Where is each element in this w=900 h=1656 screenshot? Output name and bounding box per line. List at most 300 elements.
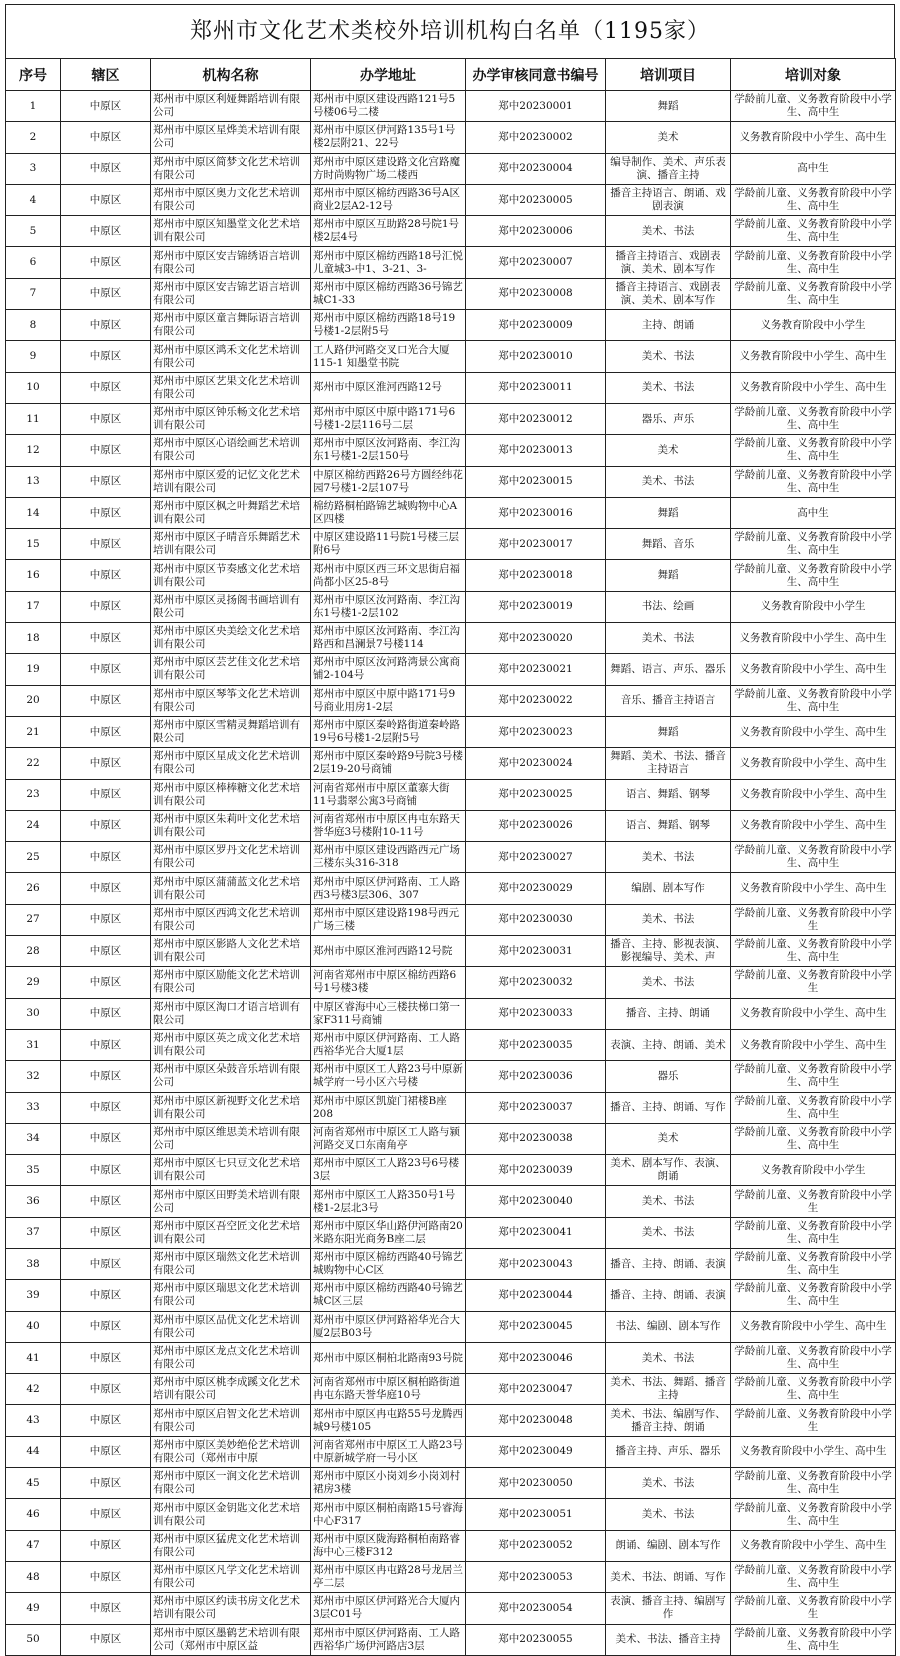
cell-approval-number: 郑中20230008 (466, 278, 606, 309)
cell-training-targets: 学龄前儿童、义务教育阶段中小学生、高中生 (731, 1561, 896, 1592)
cell-index: 40 (6, 1311, 61, 1342)
table-row (6, 654, 896, 685)
cell-org-name: 郑州市中原区田野美术培训有限公司 (151, 1186, 311, 1217)
table-row (6, 1061, 896, 1092)
table-row (6, 716, 896, 747)
cell-approval-number: 郑中20230047 (466, 1374, 606, 1405)
table-row (6, 560, 896, 591)
cell-training-targets: 义务教育阶段中小学生、高中生 (731, 748, 896, 779)
cell-org-name: 郑州市中原区利娅舞蹈培训有限公司 (151, 91, 311, 122)
table-row (6, 216, 896, 247)
cell-training-items: 美术 (606, 1123, 731, 1154)
cell-address: 郑州市中原区建设路198号西元广场三楼 (311, 904, 466, 935)
cell-district: 中原区 (61, 842, 151, 873)
table-row (6, 529, 896, 560)
cell-index: 48 (6, 1561, 61, 1592)
cell-approval-number: 郑中20230030 (466, 904, 606, 935)
cell-training-targets: 学龄前儿童、义务教育阶段中小学生、高中生 (731, 91, 896, 122)
table-row (6, 1248, 896, 1279)
cell-approval-number: 郑中20230006 (466, 216, 606, 247)
cell-index: 42 (6, 1374, 61, 1405)
cell-training-targets: 学龄前儿童、义务教育阶段中小学生 (731, 904, 896, 935)
cell-index: 45 (6, 1468, 61, 1499)
cell-org-name: 郑州市中原区安吉锦艺语言培训有限公司 (151, 278, 311, 309)
table-row (6, 403, 896, 434)
cell-address: 郑州市中原区冉屯路28号龙居兰亭二层 (311, 1561, 466, 1592)
cell-training-items: 播音、主持、朗诵、表演 (606, 1280, 731, 1311)
cell-district: 中原区 (61, 810, 151, 841)
cell-address: 河南省郑州市中原区工人路与颍河路交叉口东南角亭 (311, 1123, 466, 1154)
cell-district: 中原区 (61, 1593, 151, 1624)
cell-training-targets: 学龄前儿童、义务教育阶段中小学生、高中生 (731, 936, 896, 967)
cell-address: 郑州市中原区棉纺西路36号A区商业2层A2-12号 (311, 184, 466, 215)
table-row (6, 810, 896, 841)
cell-address: 郑州市中原区华山路伊河路南20米路东阳光商务B座二层 (311, 1217, 466, 1248)
cell-approval-number: 郑中20230051 (466, 1499, 606, 1530)
cell-approval-number: 郑中20230022 (466, 685, 606, 716)
table-row (6, 1217, 896, 1248)
cell-index: 33 (6, 1092, 61, 1123)
cell-training-items: 语言、舞蹈、钢琴 (606, 810, 731, 841)
table-row (6, 1593, 896, 1624)
header-training-targets: 培训对象 (731, 59, 896, 91)
cell-district: 中原区 (61, 435, 151, 466)
table-row (6, 1436, 896, 1467)
whitelist-table (5, 58, 896, 1656)
cell-address: 中原区建设路11号院1号楼三层附6号 (311, 529, 466, 560)
table-row (6, 1186, 896, 1217)
cell-address: 郑州市中原区棉纺西路40号锦艺城购物中心C区 (311, 1248, 466, 1279)
cell-approval-number: 郑中20230025 (466, 779, 606, 810)
cell-training-targets: 义务教育阶段中小学生、高中生 (731, 372, 896, 403)
cell-org-name: 郑州市中原区艺果文化艺术培训有限公司 (151, 372, 311, 403)
cell-index: 47 (6, 1530, 61, 1561)
cell-index: 4 (6, 184, 61, 215)
cell-training-items: 美术、书法、舞蹈、播音主持 (606, 1374, 731, 1405)
cell-address: 郑州市中原区建设西路西元广场三楼东头316-318 (311, 842, 466, 873)
cell-training-items: 美术、书法 (606, 1499, 731, 1530)
cell-training-targets: 学龄前儿童、义务教育阶段中小学生、高中生 (731, 403, 896, 434)
cell-training-items: 美术、书法 (606, 372, 731, 403)
cell-address: 郑州市中原区桐柏南路15号睿海中心F317 (311, 1499, 466, 1530)
cell-approval-number: 郑中20230017 (466, 529, 606, 560)
cell-district: 中原区 (61, 623, 151, 654)
cell-training-items: 美术、书法、编剧写作、播音主持、朗诵 (606, 1405, 731, 1436)
cell-address: 郑州市中原区建设路文化宫路魔方时尚购物广场二楼西 (311, 153, 466, 184)
cell-index: 8 (6, 310, 61, 341)
cell-training-items: 舞蹈 (606, 497, 731, 528)
cell-address: 郑州市中原区汝河路南、李江沟路西和昌澜景7号楼114 (311, 623, 466, 654)
table-row (6, 184, 896, 215)
cell-approval-number: 郑中20230023 (466, 716, 606, 747)
cell-address: 郑州市中原区棉纺西路18号19号楼1-2层附5号 (311, 310, 466, 341)
cell-index: 26 (6, 873, 61, 904)
cell-approval-number: 郑中20230055 (466, 1624, 606, 1655)
table-row (6, 341, 896, 372)
cell-address: 河南省郑州市中原区董寨大街 11号翡翠公寓3号商铺 (311, 779, 466, 810)
cell-approval-number: 郑中20230010 (466, 341, 606, 372)
cell-index: 41 (6, 1342, 61, 1373)
cell-approval-number: 郑中20230026 (466, 810, 606, 841)
table-row (6, 1499, 896, 1530)
cell-training-targets: 学龄前儿童、义务教育阶段中小学生、高中生 (731, 1342, 896, 1373)
cell-index: 10 (6, 372, 61, 403)
cell-org-name: 郑州市中原区鸿禾文化艺术培训有限公司 (151, 341, 311, 372)
cell-index: 1 (6, 91, 61, 122)
cell-org-name: 郑州市中原区美妙绝伦艺术培训有限公司（郑州市中原 (151, 1436, 311, 1467)
table-row (6, 967, 896, 998)
cell-org-name: 郑州市中原区瑞然文化艺术培训有限公司 (151, 1248, 311, 1279)
cell-training-items: 播音、主持、朗诵 (606, 998, 731, 1029)
cell-training-items: 美术、书法 (606, 341, 731, 372)
cell-approval-number: 郑中20230005 (466, 184, 606, 215)
cell-address: 郑州市中原区伊河路南、工人路西3号楼3层306、307 (311, 873, 466, 904)
cell-address: 郑州市中原区伊河路135号1号楼2层附21、22号 (311, 122, 466, 153)
cell-training-items: 舞蹈 (606, 91, 731, 122)
header-training-items: 培训项目 (606, 59, 731, 91)
cell-address: 郑州市中原区棉纺西路40号锦艺城C区三层 (311, 1280, 466, 1311)
cell-approval-number: 郑中20230049 (466, 1436, 606, 1467)
cell-address: 郑州市中原区互助路28号院1号楼2层4号 (311, 216, 466, 247)
cell-training-targets: 学龄前儿童、义务教育阶段中小学生、高中生 (731, 1499, 896, 1530)
cell-training-targets: 学龄前儿童、义务教育阶段中小学生、高中生 (731, 278, 896, 309)
cell-approval-number: 郑中20230032 (466, 967, 606, 998)
cell-org-name: 郑州市中原区钟乐畅文化艺术培训有限公司 (151, 403, 311, 434)
cell-training-items: 编导制作、美术、声乐表演、播音主持 (606, 153, 731, 184)
cell-address: 郑州市中原区伊河路裕华光合大厦2层B03号 (311, 1311, 466, 1342)
cell-training-targets: 义务教育阶段中小学生 (731, 310, 896, 341)
cell-training-items: 美术、书法 (606, 1217, 731, 1248)
cell-training-targets: 学龄前儿童、义务教育阶段中小学生、高中生 (731, 466, 896, 497)
cell-index: 35 (6, 1155, 61, 1186)
cell-training-targets: 学龄前儿童、义务教育阶段中小学生 (731, 1405, 896, 1436)
cell-approval-number: 郑中20230031 (466, 936, 606, 967)
cell-training-items: 书法、绘画 (606, 591, 731, 622)
cell-index: 30 (6, 998, 61, 1029)
cell-address: 工人路伊河路交叉口光合大厦115-1 知墨堂书院 (311, 341, 466, 372)
cell-org-name: 郑州市中原区猛虎文化艺术培训有限公司 (151, 1530, 311, 1561)
cell-training-items: 书法、编剧、剧本写作 (606, 1311, 731, 1342)
cell-training-targets: 学龄前儿童、义务教育阶段中小学生、高中生 (731, 1468, 896, 1499)
cell-district: 中原区 (61, 1624, 151, 1655)
cell-district: 中原区 (61, 1311, 151, 1342)
cell-org-name: 郑州市中原区英之成文化艺术培训有限公司 (151, 1029, 311, 1060)
table-row (6, 936, 896, 967)
cell-address: 中原区睿海中心三楼扶梯口第一家F311号商铺 (311, 998, 466, 1029)
cell-approval-number: 郑中20230012 (466, 403, 606, 434)
table-row (6, 998, 896, 1029)
cell-district: 中原区 (61, 1530, 151, 1561)
cell-index: 3 (6, 153, 61, 184)
cell-training-items: 美术、书法、朗诵、写作 (606, 1561, 731, 1592)
cell-address: 郑州市中原区伊河路光合大厦内3层C01号 (311, 1593, 466, 1624)
table-row (6, 1530, 896, 1561)
cell-district: 中原区 (61, 1468, 151, 1499)
cell-district: 中原区 (61, 873, 151, 904)
cell-training-items: 播音、主持、影视表演、影视编导、美术、声 (606, 936, 731, 967)
cell-training-targets: 义务教育阶段中小学生、高中生 (731, 810, 896, 841)
cell-training-targets: 义务教育阶段中小学生、高中生 (731, 998, 896, 1029)
cell-district: 中原区 (61, 1155, 151, 1186)
cell-index: 7 (6, 278, 61, 309)
cell-address: 郑州市中原区小岗刘乡小岗刘村裙房3楼 (311, 1468, 466, 1499)
cell-training-targets: 义务教育阶段中小学生、高中生 (731, 1311, 896, 1342)
cell-org-name: 郑州市中原区简梦文化艺术培训有限公司 (151, 153, 311, 184)
header-org-name: 机构名称 (151, 59, 311, 91)
cell-district: 中原区 (61, 936, 151, 967)
table-row (6, 904, 896, 935)
cell-district: 中原区 (61, 1029, 151, 1060)
cell-training-items: 舞蹈 (606, 716, 731, 747)
cell-training-targets: 义务教育阶段中小学生、高中生 (731, 779, 896, 810)
cell-training-items: 编剧、剧本写作 (606, 873, 731, 904)
cell-org-name: 郑州市中原区凡学文化艺术培训有限公司 (151, 1561, 311, 1592)
cell-training-targets: 学龄前儿童、义务教育阶段中小学生、高中生 (731, 1280, 896, 1311)
cell-district: 中原区 (61, 560, 151, 591)
table-row (6, 1405, 896, 1436)
cell-address: 郑州市中原区秦岭路9号院3号楼2层19-20号商铺 (311, 748, 466, 779)
cell-training-items: 音乐、播音主持语言 (606, 685, 731, 716)
cell-org-name: 郑州市中原区一润文化艺术培训有限公司 (151, 1468, 311, 1499)
cell-district: 中原区 (61, 278, 151, 309)
cell-district: 中原区 (61, 216, 151, 247)
cell-training-items: 主持、朗诵 (606, 310, 731, 341)
cell-training-items: 美术、书法 (606, 904, 731, 935)
cell-approval-number: 郑中20230024 (466, 748, 606, 779)
cell-org-name: 郑州市中原区淘口才语言培训有限公司 (151, 998, 311, 1029)
cell-training-targets: 学龄前儿童、义务教育阶段中小学生、高中生 (731, 1248, 896, 1279)
cell-org-name: 郑州市中原区维思美术培训有限公司 (151, 1123, 311, 1154)
cell-address: 棉纺路桐柏路锦艺城购物中心A区四楼 (311, 497, 466, 528)
cell-training-items: 美术、书法 (606, 967, 731, 998)
cell-district: 中原区 (61, 1092, 151, 1123)
cell-address: 中原区棉纺西路26号方圆经纬花园7号楼1-2层107号 (311, 466, 466, 497)
cell-training-items: 表演、主持、朗诵、美术 (606, 1029, 731, 1060)
cell-training-targets: 学龄前儿童、义务教育阶段中小学生 (731, 1186, 896, 1217)
cell-district: 中原区 (61, 497, 151, 528)
cell-index: 32 (6, 1061, 61, 1092)
cell-address: 郑州市中原区淮河西路12号 (311, 372, 466, 403)
cell-training-targets: 学龄前儿童、义务教育阶段中小学生、高中生 (731, 184, 896, 215)
cell-approval-number: 郑中20230018 (466, 560, 606, 591)
cell-approval-number: 郑中20230053 (466, 1561, 606, 1592)
cell-address: 河南省郑州市中原区桐柏路街道冉屯东路天誉华庭10号 (311, 1374, 466, 1405)
cell-training-items: 美术 (606, 435, 731, 466)
table-row (6, 497, 896, 528)
cell-address: 郑州市中原区汝河路南、李江沟东1号楼1-2层102 (311, 591, 466, 622)
cell-index: 43 (6, 1405, 61, 1436)
cell-approval-number: 郑中20230037 (466, 1092, 606, 1123)
cell-address: 郑州市中原区工人路23号6号楼3层 (311, 1155, 466, 1186)
cell-district: 中原区 (61, 403, 151, 434)
cell-org-name: 郑州市中原区星成文化艺术培训有限公司 (151, 748, 311, 779)
cell-index: 5 (6, 216, 61, 247)
cell-training-items: 器乐 (606, 1061, 731, 1092)
cell-district: 中原区 (61, 1217, 151, 1248)
cell-training-targets: 学龄前儿童、义务教育阶段中小学生、高中生 (731, 435, 896, 466)
cell-training-targets: 义务教育阶段中小学生 (731, 591, 896, 622)
cell-approval-number: 郑中20230044 (466, 1280, 606, 1311)
cell-address: 郑州市中原区淮河西路12号院 (311, 936, 466, 967)
cell-approval-number: 郑中20230045 (466, 1311, 606, 1342)
cell-index: 11 (6, 403, 61, 434)
table-row (6, 842, 896, 873)
cell-district: 中原区 (61, 529, 151, 560)
cell-district: 中原区 (61, 1123, 151, 1154)
cell-org-name: 郑州市中原区瑞思文化艺术培训有限公司 (151, 1280, 311, 1311)
cell-district: 中原区 (61, 998, 151, 1029)
table-row (6, 1280, 896, 1311)
cell-approval-number: 郑中20230038 (466, 1123, 606, 1154)
cell-index: 18 (6, 623, 61, 654)
cell-district: 中原区 (61, 91, 151, 122)
cell-training-targets: 义务教育阶段中小学生、高中生 (731, 122, 896, 153)
cell-training-items: 舞蹈、美术、书法、播音主持语言 (606, 748, 731, 779)
table-row (6, 873, 896, 904)
cell-district: 中原区 (61, 716, 151, 747)
cell-address: 郑州市中原区冉屯路55号龙腾西城9号楼105 (311, 1405, 466, 1436)
cell-org-name: 郑州市中原区西鸿文化艺术培训有限公司 (151, 904, 311, 935)
cell-training-items: 播音、主持、朗诵、表演 (606, 1248, 731, 1279)
cell-org-name: 郑州市中原区励能文化艺术培训有限公司 (151, 967, 311, 998)
cell-approval-number: 郑中20230020 (466, 623, 606, 654)
cell-training-items: 美术 (606, 122, 731, 153)
cell-index: 37 (6, 1217, 61, 1248)
cell-approval-number: 郑中20230013 (466, 435, 606, 466)
cell-address: 郑州市中原区中原中路171号9号商业用房1-2层 (311, 685, 466, 716)
cell-training-targets: 义务教育阶段中小学生、高中生 (731, 654, 896, 685)
cell-training-targets: 义务教育阶段中小学生、高中生 (731, 341, 896, 372)
cell-district: 中原区 (61, 779, 151, 810)
cell-approval-number: 郑中20230046 (466, 1342, 606, 1373)
cell-training-items: 美术、书法 (606, 1468, 731, 1499)
table-row (6, 247, 896, 278)
cell-training-targets: 高中生 (731, 497, 896, 528)
cell-training-items: 舞蹈、音乐 (606, 529, 731, 560)
table-row (6, 1029, 896, 1060)
cell-training-targets: 学龄前儿童、义务教育阶段中小学生、高中生 (731, 685, 896, 716)
cell-training-targets: 学龄前儿童、义务教育阶段中小学生、高中生 (731, 560, 896, 591)
cell-approval-number: 郑中20230027 (466, 842, 606, 873)
cell-address: 郑州市中原区汝河路湾景公寓商铺2-104号 (311, 654, 466, 685)
header-row (6, 59, 896, 91)
cell-org-name: 郑州市中原区棒棒糖文化艺术培训有限公司 (151, 779, 311, 810)
cell-index: 50 (6, 1624, 61, 1655)
cell-org-name: 郑州市中原区朵鼓音乐培训有限公司 (151, 1061, 311, 1092)
cell-org-name: 郑州市中原区龙点文化艺术培训有限公司 (151, 1342, 311, 1373)
table-row (6, 1092, 896, 1123)
cell-address: 郑州市中原区棉纺西路18号汇悦儿童城3-中1、3-21、3- (311, 247, 466, 278)
cell-index: 22 (6, 748, 61, 779)
cell-org-name: 郑州市中原区七只豆文化艺术培训有限公司 (151, 1155, 311, 1186)
header-index: 序号 (6, 59, 61, 91)
cell-district: 中原区 (61, 748, 151, 779)
cell-org-name: 郑州市中原区枫之叶舞蹈艺术培训有限公司 (151, 497, 311, 528)
cell-address: 郑州市中原区工人路350号1号楼1-2层北3号 (311, 1186, 466, 1217)
cell-training-targets: 义务教育阶段中小学生、高中生 (731, 1530, 896, 1561)
cell-org-name: 郑州市中原区星烨美术培训有限公司 (151, 122, 311, 153)
cell-index: 25 (6, 842, 61, 873)
cell-training-targets: 义务教育阶段中小学生 (731, 1155, 896, 1186)
cell-training-items: 舞蹈、语言、声乐、器乐 (606, 654, 731, 685)
cell-org-name: 郑州市中原区琴筝文化艺术培训有限公司 (151, 685, 311, 716)
cell-org-name: 郑州市中原区蒲蒲蓝文化艺术培训有限公司 (151, 873, 311, 904)
cell-approval-number: 郑中20230007 (466, 247, 606, 278)
cell-training-items: 美术、书法、播音主持 (606, 1624, 731, 1655)
cell-training-items: 美术、书法 (606, 1186, 731, 1217)
cell-training-items: 播音主持语言、戏剧表演、美术、剧本写作 (606, 278, 731, 309)
table-row (6, 1342, 896, 1373)
cell-training-items: 播音、主持、朗诵、写作 (606, 1092, 731, 1123)
cell-index: 17 (6, 591, 61, 622)
cell-org-name: 郑州市中原区芸艺佳文化艺术培训有限公司 (151, 654, 311, 685)
cell-address: 郑州市中原区中原中路171号6号楼1-2层116号二层 (311, 403, 466, 434)
cell-approval-number: 郑中20230029 (466, 873, 606, 904)
cell-district: 中原区 (61, 122, 151, 153)
cell-district: 中原区 (61, 372, 151, 403)
cell-training-targets: 学龄前儿童、义务教育阶段中小学生、高中生 (731, 247, 896, 278)
cell-org-name: 郑州市中原区吾空匠文化艺术培训有限公司 (151, 1217, 311, 1248)
cell-district: 中原区 (61, 654, 151, 685)
cell-training-targets: 高中生 (731, 153, 896, 184)
cell-approval-number: 郑中20230040 (466, 1186, 606, 1217)
table-row (6, 466, 896, 497)
cell-district: 中原区 (61, 310, 151, 341)
cell-index: 19 (6, 654, 61, 685)
cell-index: 2 (6, 122, 61, 153)
cell-approval-number: 郑中20230011 (466, 372, 606, 403)
cell-district: 中原区 (61, 247, 151, 278)
table-row (6, 1561, 896, 1592)
cell-org-name: 郑州市中原区知墨堂文化艺术培训有限公司 (151, 216, 311, 247)
cell-training-items: 语言、舞蹈、钢琴 (606, 779, 731, 810)
cell-training-items: 表演、播音主持、编剧写作 (606, 1593, 731, 1624)
cell-training-targets: 学龄前儿童、义务教育阶段中小学生、高中生 (731, 216, 896, 247)
table-row (6, 278, 896, 309)
cell-org-name: 郑州市中原区桃李成蹊文化艺术培训有限公司 (151, 1374, 311, 1405)
cell-approval-number: 郑中20230036 (466, 1061, 606, 1092)
cell-training-targets: 学龄前儿童、义务教育阶段中小学生、高中生 (731, 1092, 896, 1123)
cell-district: 中原区 (61, 1280, 151, 1311)
cell-org-name: 郑州市中原区朱莉叶文化艺术培训有限公司 (151, 810, 311, 841)
cell-training-items: 播音主持、声乐、器乐 (606, 1436, 731, 1467)
cell-district: 中原区 (61, 1405, 151, 1436)
cell-address: 郑州市中原区秦岭路街道秦岭路19号6号楼1-2层附5号 (311, 716, 466, 747)
cell-approval-number: 郑中20230050 (466, 1468, 606, 1499)
cell-training-items: 朗诵、编剧、剧本写作 (606, 1530, 731, 1561)
table-row (6, 310, 896, 341)
cell-address: 河南省郑州市中原区冉屯东路天誉华庭3号楼附10-11号 (311, 810, 466, 841)
cell-index: 6 (6, 247, 61, 278)
cell-approval-number: 郑中20230016 (466, 497, 606, 528)
cell-address: 郑州市中原区棉纺西路36号锦艺城C1-33 (311, 278, 466, 309)
cell-org-name: 郑州市中原区新视野文化艺术培训有限公司 (151, 1092, 311, 1123)
cell-district: 中原区 (61, 904, 151, 935)
cell-org-name: 郑州市中原区央美绘文化艺术培训有限公司 (151, 623, 311, 654)
cell-district: 中原区 (61, 1061, 151, 1092)
cell-training-targets: 义务教育阶段中小学生、高中生 (731, 1029, 896, 1060)
table-row (6, 1374, 896, 1405)
table-row (6, 779, 896, 810)
cell-index: 46 (6, 1499, 61, 1530)
cell-index: 36 (6, 1186, 61, 1217)
cell-org-name: 郑州市中原区灵扬阁书画培训有限公司 (151, 591, 311, 622)
cell-org-name: 郑州市中原区品优文化艺术培训有限公司 (151, 1311, 311, 1342)
cell-training-targets: 学龄前儿童、义务教育阶段中小学生、高中生 (731, 1624, 896, 1655)
cell-index: 14 (6, 497, 61, 528)
cell-approval-number: 郑中20230004 (466, 153, 606, 184)
table-row (6, 1468, 896, 1499)
